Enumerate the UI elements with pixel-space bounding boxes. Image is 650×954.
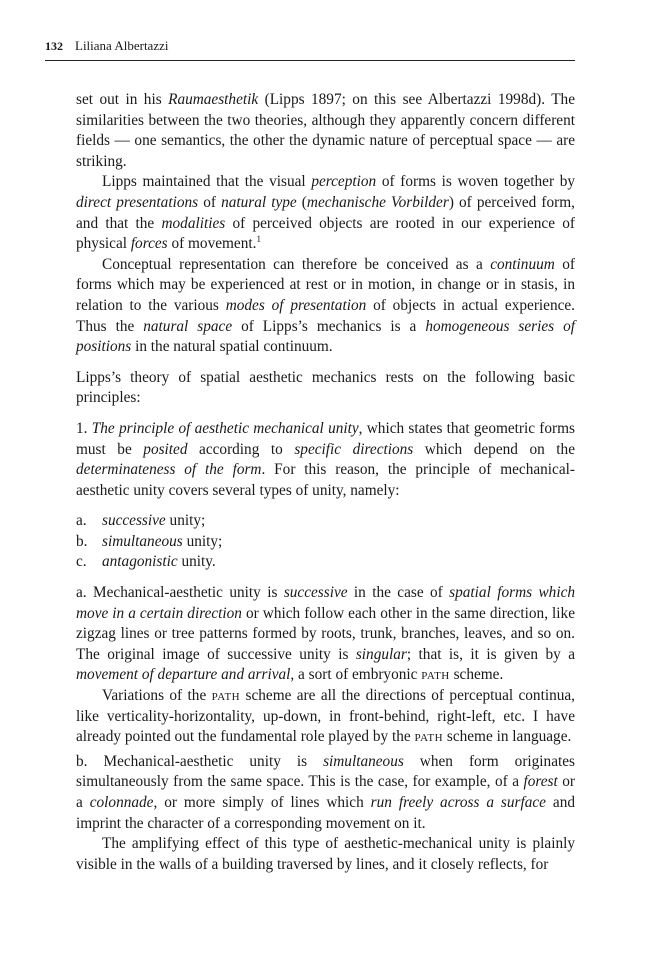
- paragraph-amplifying: The amplifying effect of this type of aesthetic-mechanical unity is plainly visible in the walls of a building traversed by lines, and it closely reflects, for: [76, 835, 575, 873]
- page-number: 132: [45, 39, 63, 53]
- principle-1: 1. The principle of aesthetic mechanical unity, which states that geometric forms must be posited according to specific directions which depend on the determinateness of the form. For this reason, the principle of mechanical-aesthetic unity covers several types of unity, namely:: [76, 419, 575, 499]
- paragraph-1: set out in his Raumaesthetik (Lipps 1897; on this see Albertazzi 1998d). The similarities between the two theories, although they apparently concern different fields — one semantics, the other the dynamic nature of perceptual space — are striking.: [76, 91, 575, 170]
- paragraph-3: Conceptual representation can therefore be conceived as a continuum of forms which may be experienced at rest or in motion, in change or in stasis, in relation to the various modes of presentation of objects in actual experience. Thus the natural space of Lipps’s mechanics is a homogeneous series of positions in the natural spatial continuum.: [76, 255, 575, 356]
- paragraph-path-variations: Variations of the path scheme are all the directions of perceptual continua, like verticality-horizontality, up-down, in front-behind, right-left, etc. I have already pointed out the fundamental role played by the path scheme in language.: [76, 687, 575, 746]
- body-text: [76, 90, 575, 875]
- paragraph-simultaneous: b. Mechanical-aesthetic unity is simultaneous when form originates simultaneously from the same space. This is the case, for example, of a forest or a colonnade, or more simply of lines which run freely across a surface and imprint the character of a corresponding movement on it.: [76, 752, 575, 832]
- paragraph-successive: a. Mechanical-aesthetic unity is successive in the case of spatial forms which move in a certain direction or which follow each other in the same direction, like zigzag lines or tree patterns formed by roots, trunk, branches, leaves, and so on. The original image of successive unity is singular; that is, it is given by a movement of departure and arrival, a sort of embryonic path scheme.: [76, 584, 576, 684]
- running-header: [45, 38, 575, 61]
- unity-list: [76, 511, 575, 573]
- running-head-author: Liliana Albertazzi: [75, 38, 169, 53]
- paragraph-2: Lipps maintained that the visual perception of forms is woven together by direct presentations of natural type (mechanische Vorbilder) of perceived form, and that the modalities of perceived objects are rooted in our experience of physical forces of movement.$^1$: [76, 173, 576, 253]
- footnote-marker: 1: [256, 234, 261, 245]
- list-item: a. successive unity;: [76, 512, 206, 530]
- list-item: b. simultaneous unity;: [76, 532, 223, 550]
- list-item: c. antagonistic unity.: [76, 553, 216, 571]
- paragraph-4: Lipps’s theory of spatial aesthetic mechanics rests on the following basic principles:: [76, 368, 575, 407]
